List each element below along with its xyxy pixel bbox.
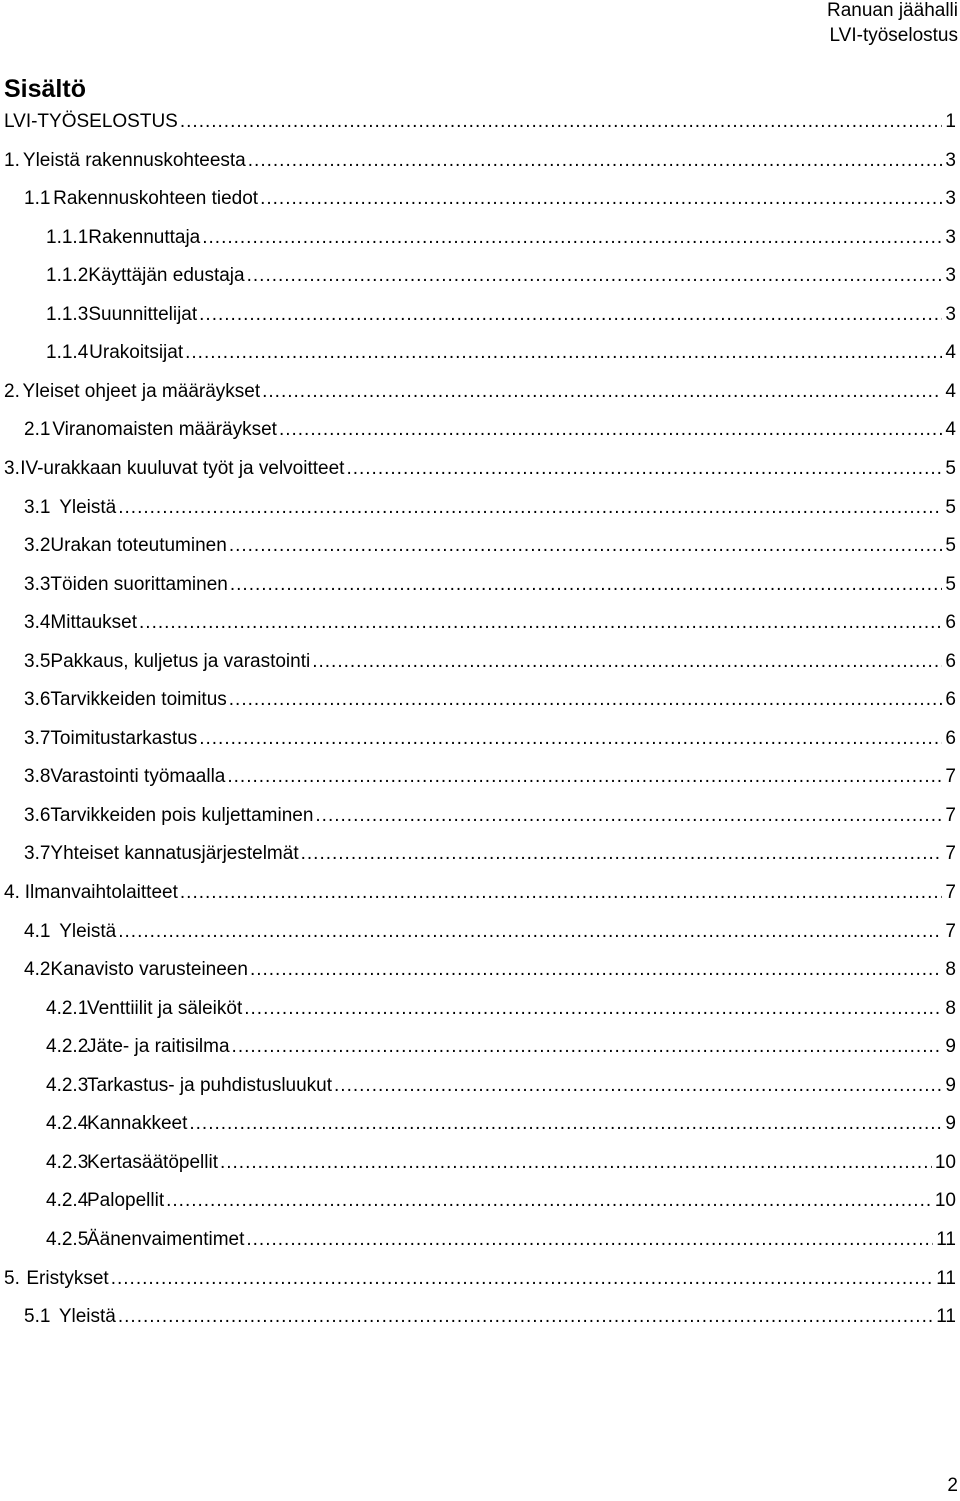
toc-dot-leader (301, 841, 943, 867)
toc-entry-number: 3.7 (24, 727, 51, 749)
toc-entry-number: 3. (4, 457, 20, 479)
toc-dot-leader (118, 495, 942, 521)
toc-entry-page: 9 (945, 1113, 956, 1135)
toc-entry-label: Tarvikkeiden pois kuljettaminen (50, 804, 314, 826)
toc-entry-page: 8 (945, 959, 956, 981)
toc-entry-number: 1.1 (24, 188, 51, 210)
toc-dot-leader (229, 533, 943, 559)
toc-entry-number: 4. (4, 882, 20, 903)
toc-entry-label: Rakennuttaja (88, 226, 201, 248)
toc-entry-label: Töiden suorittaminen (50, 573, 228, 595)
toc-entry-label: Ilmanvaihtolaitteet (24, 882, 178, 903)
header-document-name: LVI-työselostus (829, 25, 958, 46)
toc-dot-leader (220, 1150, 932, 1176)
toc-entry-page: 6 (945, 612, 956, 634)
toc-entry-label: Eristykset (26, 1267, 109, 1289)
toc-entry[interactable] (0, 1188, 958, 1214)
toc-entry-number: 1.1.1 (46, 226, 89, 248)
toc-dot-leader (229, 687, 943, 713)
toc-entry-number: 3.3 (24, 573, 51, 595)
toc-entry-label: IV-urakkaan kuuluvat työt ja velvoitteet (20, 457, 345, 479)
toc-entry[interactable] (0, 880, 958, 906)
toc-dot-leader (111, 1266, 934, 1292)
toc-entry-label: Suunnittelijat (88, 303, 198, 325)
toc-entry-page: 7 (945, 920, 956, 942)
toc-entry-page: 8 (945, 997, 956, 1019)
toc-entry[interactable] (0, 957, 958, 983)
toc-entry-number: 1.1.3 (46, 303, 89, 325)
toc-entry[interactable] (0, 610, 958, 636)
toc-entry-label: LVI-TYÖSELOSTUS (4, 111, 178, 132)
toc-dot-leader (180, 880, 943, 906)
toc-dot-leader (227, 764, 942, 790)
toc-dot-leader (180, 109, 943, 135)
toc-entry-label: Pakkaus, kuljetus ja varastointi (50, 650, 311, 672)
toc-entry-label: Tarvikkeiden toimitus (50, 689, 227, 711)
toc-entry-label: Yleiset ohjeet ja määräykset (22, 380, 261, 402)
toc-entry-page: 7 (945, 804, 956, 826)
toc-dot-leader (248, 148, 943, 174)
toc-entry-page: 6 (945, 727, 956, 749)
toc-entry[interactable] (0, 996, 958, 1022)
toc-dot-leader (189, 1111, 942, 1137)
toc-entry-page: 4 (945, 342, 956, 364)
toc-entry-number: 3.5 (24, 650, 51, 672)
toc-dot-leader (262, 379, 942, 405)
toc-entry-page: 7 (945, 843, 956, 865)
toc-entry[interactable] (0, 726, 958, 752)
toc-entry[interactable] (0, 263, 958, 289)
toc-entry-number: 3.4 (24, 612, 51, 634)
toc-entry-number: 3.1 (24, 496, 51, 518)
toc-dot-leader (230, 572, 943, 598)
toc-entry-page: 10 (934, 1190, 956, 1212)
toc-entry-page: 6 (945, 689, 956, 711)
toc-entry-number: 3.7 (24, 843, 51, 865)
toc-entry-number: 4.2.3 (46, 1151, 89, 1173)
toc-dot-leader (260, 186, 942, 212)
toc-entry-number: 5. (4, 1267, 20, 1289)
toc-entry-page: 9 (945, 1074, 956, 1096)
toc-entry-page: 5 (945, 496, 956, 518)
toc-entry-label: Viranomaisten määräykset (52, 419, 277, 441)
toc-dot-leader (199, 302, 942, 328)
toc-entry[interactable] (0, 109, 958, 135)
toc-entry-page: 5 (945, 535, 956, 556)
toc-entry-page: 3 (945, 265, 956, 287)
toc-entry-label: Kanavisto varusteineen (50, 959, 248, 981)
toc-entry-page: 3 (945, 188, 956, 210)
toc-dot-leader (118, 1304, 933, 1330)
toc-entry[interactable] (0, 1266, 958, 1292)
toc-entry[interactable] (0, 456, 958, 482)
toc-entry[interactable] (0, 919, 958, 945)
toc-entry-label: Jäte- ja raitisilma (87, 1036, 230, 1058)
toc-entry-number: 1.1.4 (46, 342, 89, 364)
toc-entry-number: 4.2.4 (46, 1113, 89, 1135)
toc-entry-number: 3.8 (24, 766, 51, 788)
header-project-name: Ranuan jäähalli (827, 0, 958, 21)
toc-entry[interactable] (0, 148, 958, 174)
toc-entry[interactable] (0, 1150, 958, 1176)
toc-entry-label: Yleistä (59, 920, 117, 942)
toc-entry-label: Urakoitsijat (89, 342, 184, 364)
toc-dot-leader (202, 225, 942, 251)
toc-entry[interactable] (0, 572, 958, 598)
toc-entry[interactable] (0, 1073, 958, 1099)
toc-entry-page: 5 (945, 457, 956, 479)
toc-entry-number: 4.1 (24, 920, 51, 942)
toc-entry[interactable] (0, 803, 958, 829)
toc-dot-leader (312, 649, 942, 675)
toc-entry-number: 3.6 (24, 689, 51, 711)
toc-entry[interactable] (0, 649, 958, 675)
toc-entry-label: Palopellit (87, 1190, 165, 1212)
toc-dot-leader (185, 340, 942, 366)
toc-dot-leader (279, 417, 942, 443)
toc-entry-number: 4.2.1 (46, 997, 89, 1019)
toc-dot-leader (334, 1073, 942, 1099)
toc-entry[interactable] (0, 340, 958, 366)
toc-entry-page: 4 (945, 380, 956, 402)
toc-entry-label: Venttiilit ja säleiköt (87, 997, 243, 1019)
toc-entry[interactable] (0, 1227, 958, 1253)
page-header (827, 0, 958, 48)
toc-dot-leader (315, 803, 942, 829)
toc-entry-label: Kertasäätöpellit (87, 1151, 218, 1173)
toc-entry-label: Yleistä (58, 1306, 116, 1327)
toc-entry[interactable] (0, 1304, 958, 1330)
toc-dot-leader (232, 1034, 943, 1060)
toc-dot-leader (166, 1188, 932, 1214)
toc-entry[interactable] (0, 417, 958, 443)
toc-dot-leader (247, 263, 943, 289)
toc-entry-page: 7 (945, 766, 956, 788)
toc-entry-page: 10 (934, 1151, 956, 1173)
toc-entry[interactable] (0, 495, 958, 521)
toc-dot-leader (346, 456, 942, 482)
toc-entry-label: Tarkastus- ja puhdistusluukut (87, 1074, 333, 1096)
toc-entry[interactable] (0, 533, 958, 559)
toc-entry[interactable] (0, 764, 958, 790)
toc-entry-page: 11 (936, 1267, 956, 1289)
toc-entry[interactable] (0, 1034, 958, 1060)
toc-entry-label: Varastointi työmaalla (50, 766, 226, 788)
toc-entry[interactable] (0, 841, 958, 867)
toc-entry-number: 2.1 (24, 419, 51, 441)
toc-entry-label: Urakan toteutuminen (50, 535, 227, 556)
toc-entry-page: 9 (945, 1036, 956, 1058)
toc-entry[interactable] (0, 1111, 958, 1137)
toc-entry-label: Yleistä (59, 496, 117, 518)
toc-entry-number: 1.1.2 (46, 265, 89, 287)
toc-entry-label: Kannakkeet (87, 1113, 188, 1135)
toc-entry-number: 4.2.3 (46, 1074, 89, 1096)
toc-entry-number: 4.2.2 (46, 1036, 89, 1058)
toc-entry-label: Käyttäjän edustaja (88, 265, 245, 287)
toc-entry[interactable] (0, 302, 958, 328)
toc-title: Sisältö (4, 75, 86, 103)
toc-entry[interactable] (0, 687, 958, 713)
toc-dot-leader (118, 919, 942, 945)
toc-dot-leader (244, 996, 942, 1022)
toc-entry-page: 3 (945, 226, 956, 248)
toc-entry-label: Yhteiset kannatusjärjestelmät (50, 843, 299, 865)
toc-entry-page: 11 (936, 1306, 956, 1327)
toc-entry-page: 6 (945, 650, 956, 672)
toc-entry-page: 5 (945, 573, 956, 595)
toc-dot-leader (199, 726, 942, 752)
toc-entry-label: Yleistä rakennuskohteesta (22, 149, 246, 171)
toc-entry[interactable] (0, 186, 958, 212)
toc-entry-number: 4.2.5 (46, 1228, 89, 1250)
toc-entry-number: 1. (4, 149, 20, 171)
page-number: 2 (947, 1475, 958, 1496)
toc-entry-page: 3 (945, 149, 956, 171)
toc-entry-page: 11 (936, 1228, 956, 1250)
toc-dot-leader (139, 610, 942, 636)
toc-entry[interactable] (0, 225, 958, 251)
toc-entry-number: 5.1 (24, 1306, 51, 1327)
toc-entry-page: 7 (945, 882, 956, 903)
toc-entry-number: 4.2.4 (46, 1190, 89, 1212)
toc-entry-page: 1 (945, 111, 956, 132)
toc-entry-number: 2. (4, 380, 20, 402)
toc-entry-number: 3.6 (24, 804, 51, 826)
toc-entry-label: Rakennuskohteen tiedot (53, 188, 259, 210)
toc-dot-leader (250, 957, 942, 983)
toc-dot-leader (246, 1227, 933, 1253)
toc-entry-number: 4.2 (24, 959, 51, 981)
toc-entry-label: Äänenvaimentimet (87, 1228, 245, 1250)
toc-entry[interactable] (0, 379, 958, 405)
toc-entry-number: 3.2 (24, 535, 51, 556)
toc-entry-page: 3 (945, 303, 956, 325)
toc-entry-label: Toimitustarkastus (50, 727, 198, 749)
toc-entry-label: Mittaukset (50, 612, 138, 634)
toc-entry-page: 4 (945, 419, 956, 441)
